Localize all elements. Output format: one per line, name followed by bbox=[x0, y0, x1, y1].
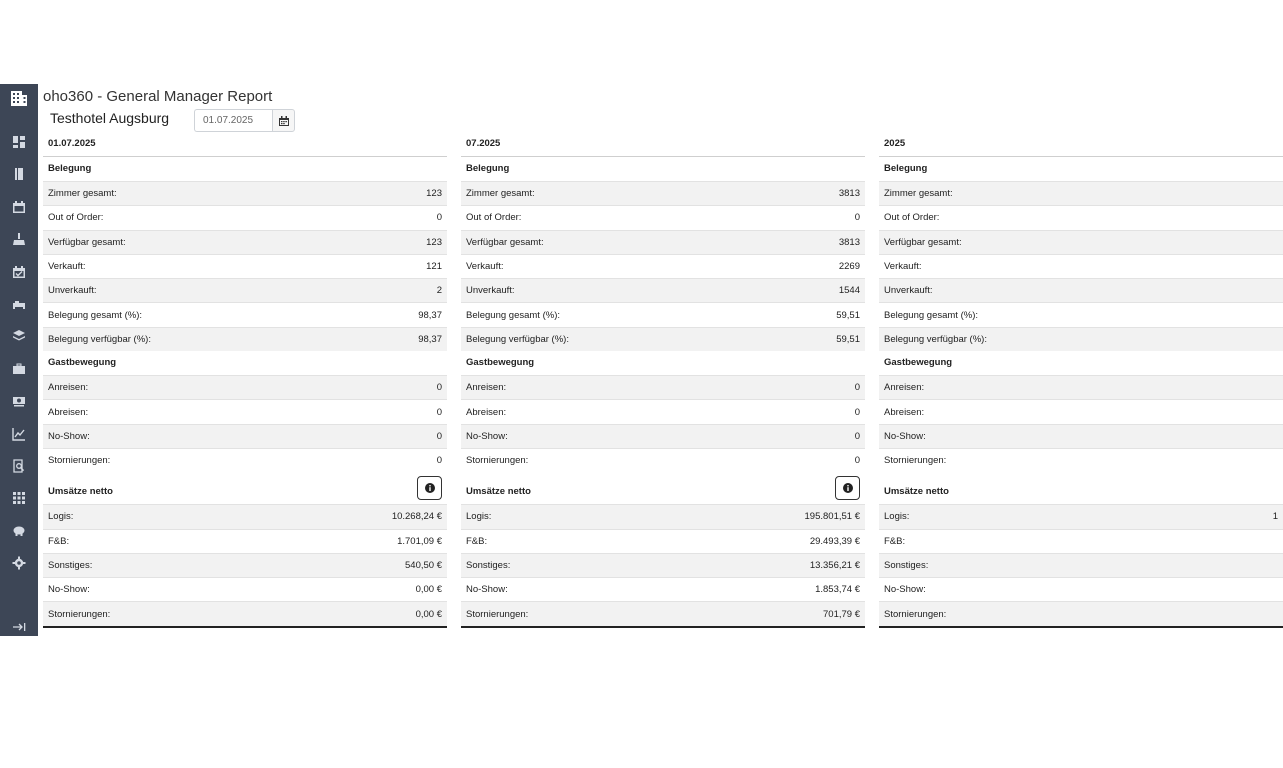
row-label: Sonstiges: bbox=[466, 560, 511, 571]
hotel-name: Testhotel Augsburg bbox=[50, 110, 170, 126]
table-row bbox=[461, 181, 865, 205]
table-row bbox=[879, 399, 1283, 423]
piggy-bank-icon[interactable] bbox=[0, 518, 38, 542]
section-heading-belegung: Belegung bbox=[48, 163, 92, 174]
row-label: Anreisen: bbox=[466, 382, 507, 394]
table-row bbox=[43, 399, 447, 423]
row-label: Belegung gesamt (%): bbox=[884, 309, 978, 321]
row-label: Stornierungen: bbox=[48, 455, 111, 467]
table-row bbox=[461, 448, 865, 472]
row-value: 59,51 bbox=[836, 309, 860, 321]
row-label: Sonstiges: bbox=[884, 560, 929, 571]
logout-icon[interactable] bbox=[0, 615, 38, 639]
row-label: Unverkauft: bbox=[48, 285, 97, 297]
dashboard-icon[interactable] bbox=[0, 130, 38, 154]
row-label: Anreisen: bbox=[48, 382, 89, 394]
row-label: Logis: bbox=[466, 511, 492, 523]
row-value: 0 bbox=[436, 406, 442, 418]
row-value: 1544 bbox=[838, 285, 860, 297]
report-search-icon[interactable] bbox=[0, 454, 38, 478]
table-row bbox=[43, 278, 447, 302]
table-row bbox=[879, 553, 1283, 577]
money-icon[interactable] bbox=[0, 389, 38, 413]
table-row bbox=[879, 448, 1283, 472]
row-label: F&B: bbox=[884, 535, 906, 547]
table-row bbox=[879, 375, 1283, 399]
table-row bbox=[461, 278, 865, 302]
table-row bbox=[43, 529, 447, 553]
section-title: Umsätze netto bbox=[48, 486, 113, 498]
row-label: Belegung verfügbar (%): bbox=[48, 333, 151, 345]
sidebar bbox=[0, 84, 38, 636]
layers-icon[interactable] bbox=[0, 324, 38, 348]
row-label: Logis: bbox=[48, 511, 74, 523]
section-heading-belegung: Belegung bbox=[884, 163, 928, 174]
table-row bbox=[879, 601, 1283, 625]
table-row bbox=[461, 577, 865, 601]
table-row bbox=[461, 254, 865, 278]
table-row bbox=[461, 205, 865, 229]
row-label: F&B: bbox=[48, 535, 70, 547]
row-value: 1.701,09 € bbox=[397, 535, 442, 547]
row-label: Logis: bbox=[884, 511, 910, 523]
row-label: Belegung verfügbar (%): bbox=[466, 333, 569, 345]
info-button[interactable] bbox=[835, 476, 860, 500]
row-label: Verkauft: bbox=[884, 261, 922, 273]
row-label: Stornierungen: bbox=[48, 608, 111, 620]
table-row bbox=[879, 205, 1283, 229]
row-label: Verfügbar gesamt: bbox=[884, 236, 962, 248]
table-row bbox=[879, 577, 1283, 601]
row-value: 3813 bbox=[838, 188, 860, 200]
table-row bbox=[879, 327, 1283, 351]
report-column-year bbox=[879, 132, 1283, 628]
table-row bbox=[461, 553, 865, 577]
table-row bbox=[461, 375, 865, 399]
row-value: 195.801,51 € bbox=[804, 511, 860, 523]
table-row bbox=[43, 181, 447, 205]
row-value: 0,00 € bbox=[415, 584, 442, 596]
table-row bbox=[879, 424, 1283, 448]
table-row bbox=[461, 327, 865, 351]
row-label: Verfügbar gesamt: bbox=[466, 236, 544, 248]
calendar-button[interactable] bbox=[272, 109, 295, 132]
table-row bbox=[43, 448, 447, 472]
row-label: Out of Order: bbox=[48, 212, 104, 224]
info-icon bbox=[843, 483, 853, 493]
row-label: Stornierungen: bbox=[884, 608, 947, 620]
row-value: 13.356,21 € bbox=[809, 560, 860, 571]
table-row bbox=[879, 230, 1283, 254]
row-label: Unverkauft: bbox=[466, 285, 515, 297]
row-value: 0 bbox=[854, 430, 860, 442]
hotel-logo-icon[interactable] bbox=[0, 86, 38, 110]
row-label: Abreisen: bbox=[48, 406, 89, 418]
calendar-icon bbox=[279, 116, 289, 126]
row-value: 0 bbox=[436, 430, 442, 442]
chart-icon[interactable] bbox=[0, 422, 38, 446]
table-row bbox=[461, 601, 865, 625]
row-label: Stornierungen: bbox=[466, 455, 529, 467]
section-title: Umsätze netto bbox=[466, 486, 531, 498]
table-row bbox=[879, 254, 1283, 278]
column-footer-line bbox=[879, 626, 1283, 628]
row-label: Verkauft: bbox=[48, 261, 86, 273]
row-label: Stornierungen: bbox=[466, 608, 529, 620]
date-input[interactable] bbox=[194, 109, 273, 132]
table-row bbox=[43, 553, 447, 577]
section-title: Umsätze netto bbox=[884, 486, 949, 498]
row-label: Zimmer gesamt: bbox=[48, 188, 117, 200]
row-label: Belegung verfügbar (%): bbox=[884, 333, 987, 345]
report-column-day bbox=[43, 132, 447, 628]
book-icon[interactable] bbox=[0, 162, 38, 186]
row-value: 0,00 € bbox=[415, 608, 442, 620]
row-value: 0 bbox=[854, 455, 860, 467]
row-label: Verkauft: bbox=[466, 261, 504, 273]
row-label: Abreisen: bbox=[466, 406, 507, 418]
row-value: 121 bbox=[426, 261, 442, 273]
section-heading-gastbewegung: Gastbewegung bbox=[884, 357, 953, 369]
section-heading-umsaetze bbox=[43, 472, 447, 504]
row-value: 29.493,39 € bbox=[809, 535, 860, 547]
row-value: 3813 bbox=[838, 236, 860, 248]
row-value: 2269 bbox=[838, 261, 860, 273]
table-row bbox=[43, 504, 447, 528]
apps-icon[interactable] bbox=[0, 486, 38, 510]
row-value: 0 bbox=[854, 212, 860, 224]
section-heading-gastbewegung: Gastbewegung bbox=[48, 357, 117, 369]
info-icon bbox=[425, 483, 435, 493]
calendar-check-icon[interactable] bbox=[0, 260, 38, 284]
row-label: No-Show: bbox=[466, 584, 508, 596]
row-value: 0 bbox=[436, 212, 442, 224]
table-row bbox=[43, 230, 447, 254]
table-row bbox=[461, 529, 865, 553]
row-label: Unverkauft: bbox=[884, 285, 933, 297]
broom-icon[interactable] bbox=[0, 227, 38, 251]
table-row bbox=[43, 601, 447, 625]
row-label: Belegung gesamt (%): bbox=[48, 309, 142, 321]
row-value: 1 bbox=[1272, 511, 1278, 523]
row-value: 0 bbox=[436, 455, 442, 467]
table-row bbox=[43, 577, 447, 601]
row-label: Abreisen: bbox=[884, 406, 925, 418]
report-column-month bbox=[461, 132, 865, 628]
row-value: 701,79 € bbox=[823, 608, 860, 620]
table-row bbox=[879, 181, 1283, 205]
row-value: 1.853,74 € bbox=[815, 584, 860, 596]
column-heading: 2025 bbox=[879, 132, 1283, 157]
section-heading-belegung: Belegung bbox=[466, 163, 510, 174]
row-value: 98,37 bbox=[418, 333, 442, 345]
row-value: 0 bbox=[854, 382, 860, 394]
row-value: 10.268,24 € bbox=[391, 511, 442, 523]
row-value: 0 bbox=[854, 406, 860, 418]
column-heading: 07.2025 bbox=[461, 132, 865, 157]
table-row bbox=[879, 504, 1283, 528]
table-row bbox=[461, 504, 865, 528]
table-row bbox=[43, 302, 447, 326]
page-title: oho360 - General Manager Report bbox=[43, 88, 273, 105]
column-heading: 01.07.2025 bbox=[43, 132, 447, 157]
table-row bbox=[461, 424, 865, 448]
row-label: Out of Order: bbox=[466, 212, 522, 224]
row-label: Belegung gesamt (%): bbox=[466, 309, 560, 321]
table-row bbox=[879, 529, 1283, 553]
row-label: No-Show: bbox=[48, 430, 90, 442]
row-label: Verfügbar gesamt: bbox=[48, 236, 126, 248]
row-value: 98,37 bbox=[418, 309, 442, 321]
row-label: Anreisen: bbox=[884, 382, 925, 394]
row-label: Zimmer gesamt: bbox=[466, 188, 535, 200]
table-row bbox=[43, 327, 447, 351]
calendar-icon[interactable] bbox=[0, 195, 38, 219]
row-label: No-Show: bbox=[48, 584, 90, 596]
table-row bbox=[43, 254, 447, 278]
table-row bbox=[43, 375, 447, 399]
column-footer-line bbox=[461, 626, 865, 628]
row-value: 540,50 € bbox=[405, 560, 442, 571]
table-row bbox=[879, 302, 1283, 326]
row-label: Sonstiges: bbox=[48, 560, 93, 571]
info-button[interactable] bbox=[417, 476, 442, 500]
section-heading-gastbewegung: Gastbewegung bbox=[466, 357, 535, 369]
gear-icon[interactable] bbox=[0, 551, 38, 575]
table-row bbox=[461, 399, 865, 423]
table-row bbox=[461, 302, 865, 326]
row-label: Zimmer gesamt: bbox=[884, 188, 953, 200]
briefcase-icon[interactable] bbox=[0, 357, 38, 381]
table-row bbox=[461, 230, 865, 254]
table-row bbox=[43, 424, 447, 448]
row-value: 2 bbox=[436, 285, 442, 297]
row-label: F&B: bbox=[466, 535, 488, 547]
section-heading-umsaetze bbox=[461, 472, 865, 504]
column-footer-line bbox=[43, 626, 447, 628]
row-label: No-Show: bbox=[884, 430, 926, 442]
row-value: 0 bbox=[436, 382, 442, 394]
table-row bbox=[43, 205, 447, 229]
row-value: 123 bbox=[426, 236, 442, 248]
row-label: Out of Order: bbox=[884, 212, 940, 224]
row-label: No-Show: bbox=[466, 430, 508, 442]
bed-icon[interactable] bbox=[0, 292, 38, 316]
row-label: No-Show: bbox=[884, 584, 926, 596]
row-value: 123 bbox=[426, 188, 442, 200]
row-value: 59,51 bbox=[836, 333, 860, 345]
table-row bbox=[879, 278, 1283, 302]
row-label: Stornierungen: bbox=[884, 455, 947, 467]
section-heading-umsaetze bbox=[879, 472, 1283, 504]
